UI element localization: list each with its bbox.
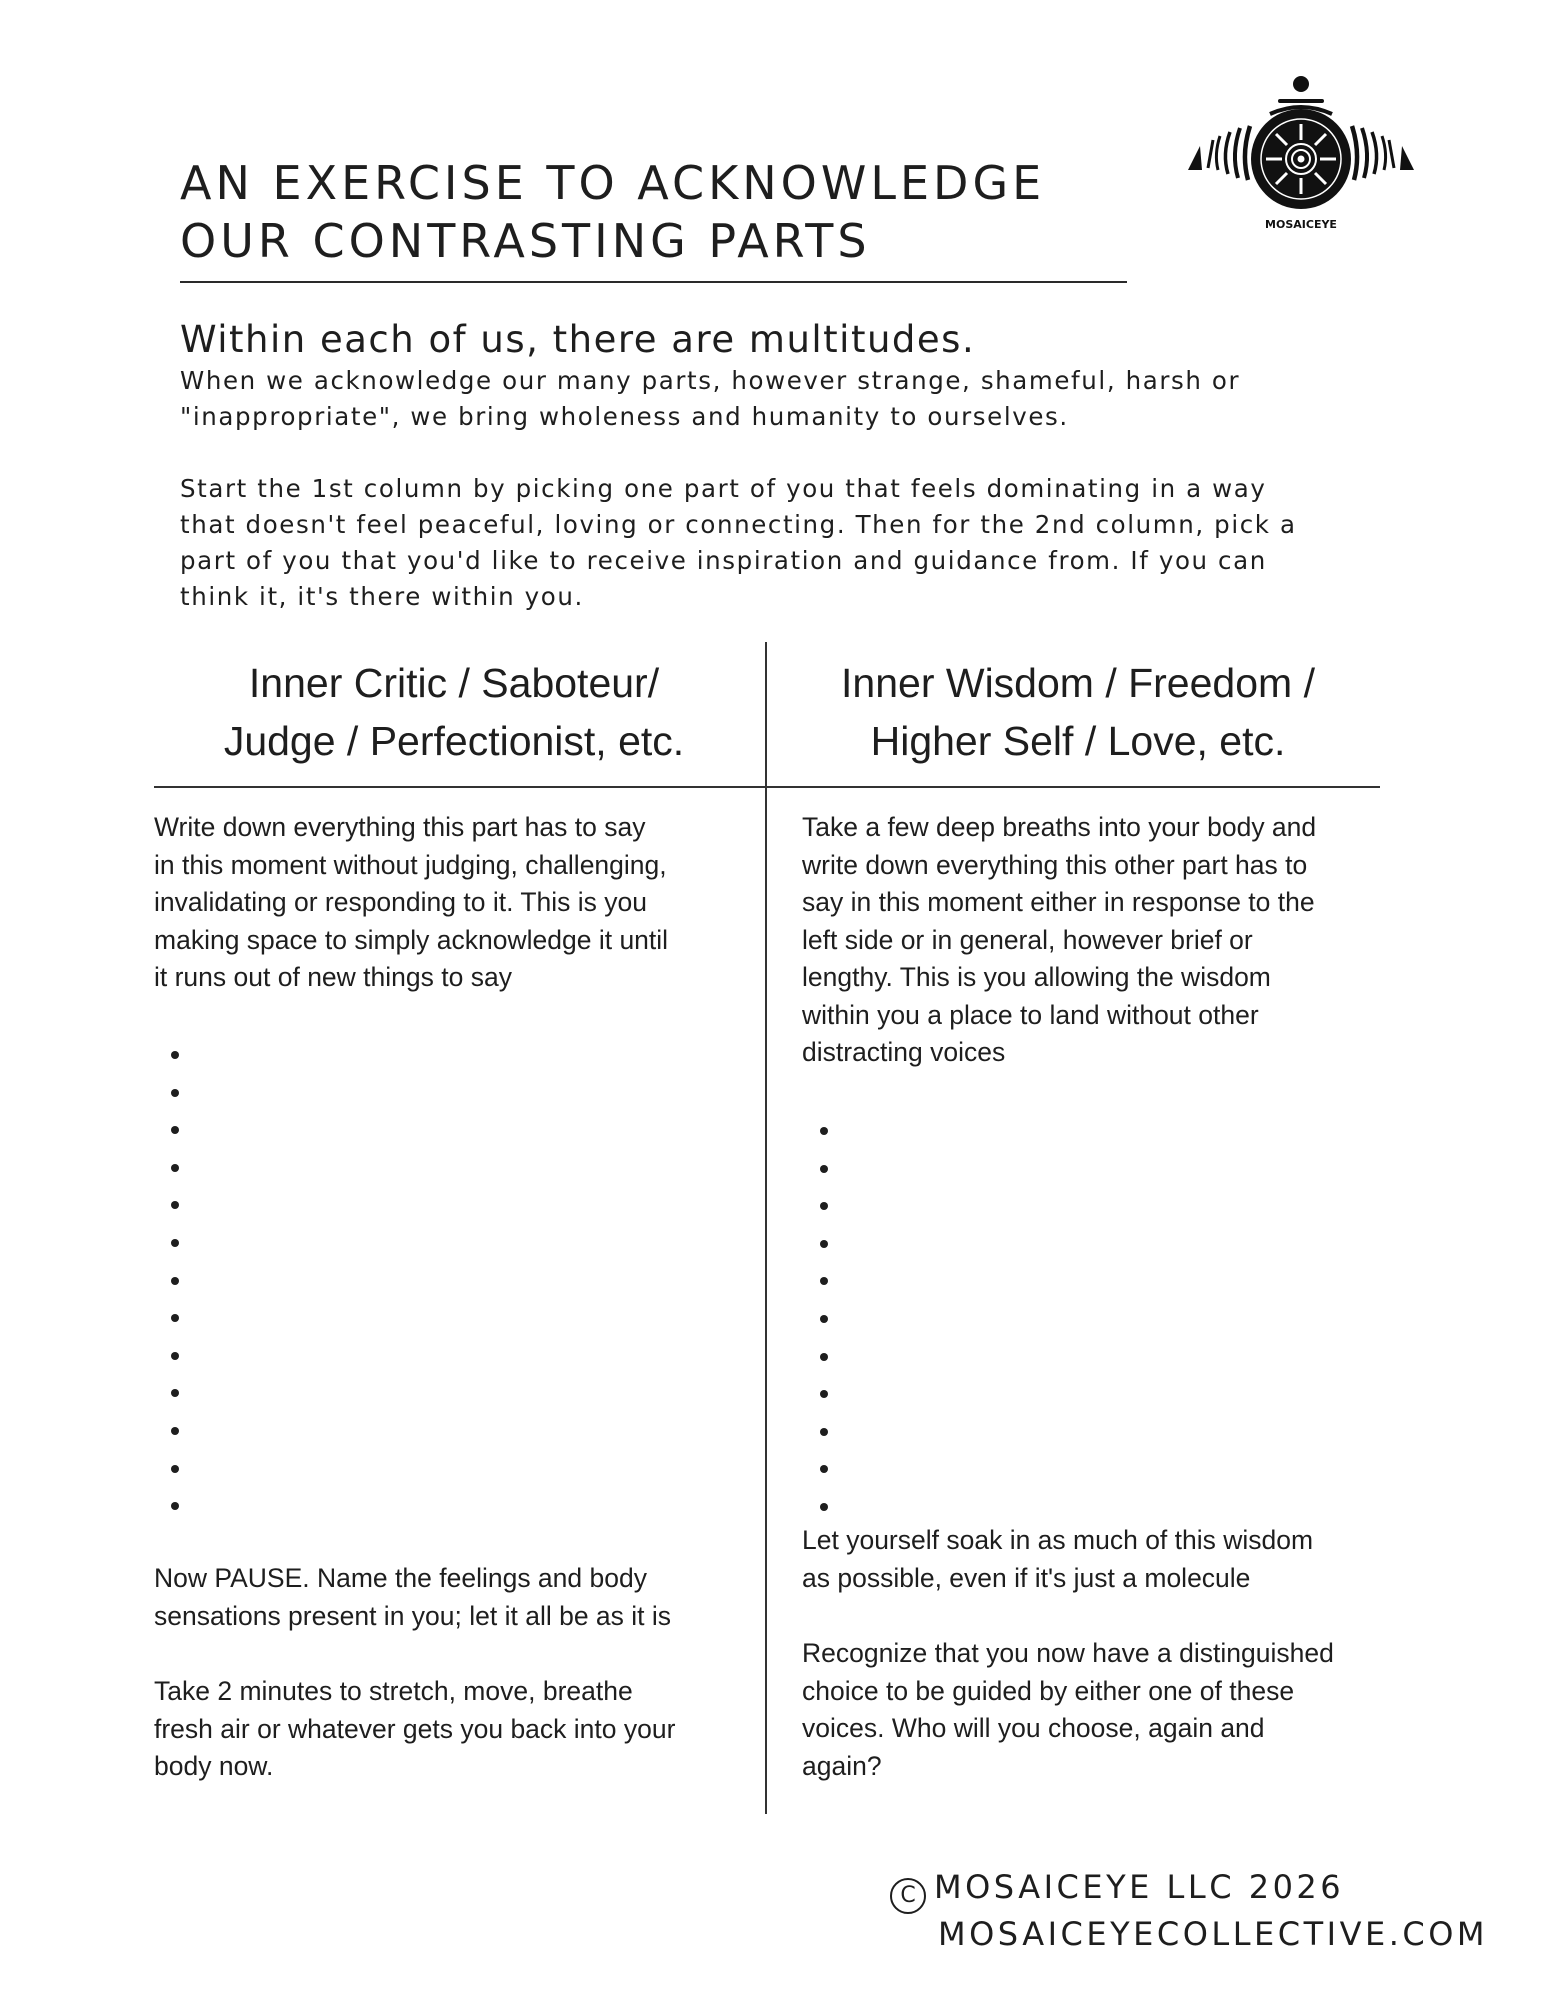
heading-line: Higher Self / Love, etc. bbox=[870, 718, 1286, 764]
text-line: it runs out of new things to say bbox=[154, 962, 512, 992]
text-line: within you a place to land without other bbox=[802, 999, 1259, 1030]
heading-line: Inner Wisdom / Freedom / bbox=[841, 660, 1315, 706]
list-item bbox=[820, 1299, 860, 1337]
text-line: making space to simply acknowledge it until bbox=[154, 924, 669, 955]
list-item bbox=[820, 1149, 860, 1187]
footer-copyright bbox=[890, 1867, 1450, 1914]
text-line: invalidating or responding to it. This is you bbox=[154, 887, 647, 917]
text-line: Write down everything this part has to say bbox=[154, 812, 646, 842]
heading-line: Judge / Perfectionist, etc. bbox=[223, 718, 685, 764]
text-line: body now. bbox=[154, 1751, 274, 1781]
intro-line: part of you that you'd like to receive inspiration and guidance from. If you can bbox=[180, 546, 1267, 575]
list-item bbox=[820, 1449, 860, 1487]
text-line: voices. Who will you choose, again and bbox=[802, 1713, 1265, 1743]
footer-website: MOSAICEYECOLLECTIVE.COM bbox=[938, 1915, 1489, 1953]
left-column-heading bbox=[154, 654, 754, 770]
intro-line: When we acknowledge our many parts, however strange, shameful, harsh or bbox=[180, 366, 1241, 395]
text-line: again? bbox=[802, 1750, 882, 1781]
left-stretch-text bbox=[154, 1673, 734, 1786]
heading-line: Inner Critic / Saboteur/ bbox=[248, 660, 660, 706]
text-line: write down everything this other part has to bbox=[802, 849, 1308, 880]
left-bullet-list bbox=[171, 1035, 211, 1524]
list-item bbox=[820, 1111, 860, 1149]
title-line-1: AN EXERCISE TO ACKNOWLEDGE bbox=[180, 156, 1046, 210]
right-bullet-list bbox=[820, 1111, 860, 1525]
text-line: lengthy. This is you allowing the wisdom bbox=[802, 962, 1271, 992]
intro-line: Start the 1st column by picking one part of you that feels dominating in a way bbox=[180, 474, 1267, 503]
list-item bbox=[171, 1373, 211, 1411]
footer bbox=[890, 1867, 1489, 1954]
list-item bbox=[820, 1374, 860, 1412]
copyright-text: MOSAICEYE LLC 2026 bbox=[934, 1868, 1345, 1906]
list-item bbox=[820, 1186, 860, 1224]
list-item bbox=[171, 1486, 211, 1524]
logo-text: MOSAICEYE bbox=[1265, 218, 1337, 231]
intro-paragraph-2 bbox=[180, 471, 1400, 615]
right-instructions bbox=[802, 809, 1392, 1072]
list-item bbox=[171, 1185, 211, 1223]
list-item bbox=[171, 1148, 211, 1186]
text-line: distracting voices bbox=[802, 1037, 1006, 1067]
intro-line: that doesn't feel peaceful, loving or connecting. Then for the 2nd column, pick a bbox=[180, 510, 1297, 539]
text-line: Let yourself soak in as much of this wisdom bbox=[802, 1525, 1314, 1555]
list-item bbox=[820, 1261, 860, 1299]
heading-divider bbox=[154, 786, 1380, 788]
list-item bbox=[820, 1337, 860, 1375]
title-line-2: OUR CONTRASTING PARTS bbox=[180, 214, 871, 268]
mosaiceye-logo-icon bbox=[1186, 74, 1416, 244]
title-divider bbox=[180, 281, 1127, 283]
text-line: choice to be guided by either one of these bbox=[802, 1675, 1295, 1706]
intro-subtitle: Within each of us, there are multitudes. bbox=[180, 318, 976, 361]
list-item bbox=[171, 1035, 211, 1073]
right-recognize-text bbox=[802, 1635, 1392, 1785]
list-item bbox=[820, 1224, 860, 1262]
list-item bbox=[171, 1110, 211, 1148]
list-item bbox=[820, 1487, 860, 1525]
column-divider bbox=[765, 642, 767, 1814]
right-column-heading bbox=[778, 654, 1378, 770]
intro-line: think it, it's there within you. bbox=[180, 582, 584, 611]
text-line: Now PAUSE. Name the feelings and body bbox=[154, 1563, 647, 1593]
text-line: as possible, even if it's just a molecule bbox=[802, 1562, 1251, 1593]
intro-paragraph-1 bbox=[180, 363, 1400, 435]
text-line: left side or in general, however brief or bbox=[802, 924, 1253, 955]
text-line: sensations present in you; let it all be as it is bbox=[154, 1600, 672, 1631]
list-item bbox=[171, 1261, 211, 1299]
text-line: Recognize that you now have a distinguished bbox=[802, 1638, 1334, 1668]
list-item bbox=[171, 1336, 211, 1374]
list-item bbox=[820, 1412, 860, 1450]
right-soak-text bbox=[802, 1522, 1392, 1597]
text-line: say in this moment either in response to the bbox=[802, 887, 1315, 917]
text-line: Take a few deep breaths into your body and bbox=[802, 812, 1317, 842]
page-title bbox=[180, 154, 1160, 270]
left-pause-text bbox=[154, 1560, 734, 1635]
list-item bbox=[171, 1449, 211, 1487]
text-line: in this moment without judging, challenging, bbox=[154, 849, 667, 880]
text-line: fresh air or whatever gets you back into your bbox=[154, 1713, 676, 1744]
list-item bbox=[171, 1411, 211, 1449]
text-line: Take 2 minutes to stretch, move, breathe bbox=[154, 1676, 633, 1706]
list-item bbox=[171, 1073, 211, 1111]
left-instructions bbox=[154, 809, 734, 997]
intro-line: "inappropriate", we bring wholeness and humanity to ourselves. bbox=[180, 402, 1069, 431]
list-item bbox=[171, 1298, 211, 1336]
copyright-icon: C bbox=[890, 1878, 926, 1914]
list-item bbox=[171, 1223, 211, 1261]
